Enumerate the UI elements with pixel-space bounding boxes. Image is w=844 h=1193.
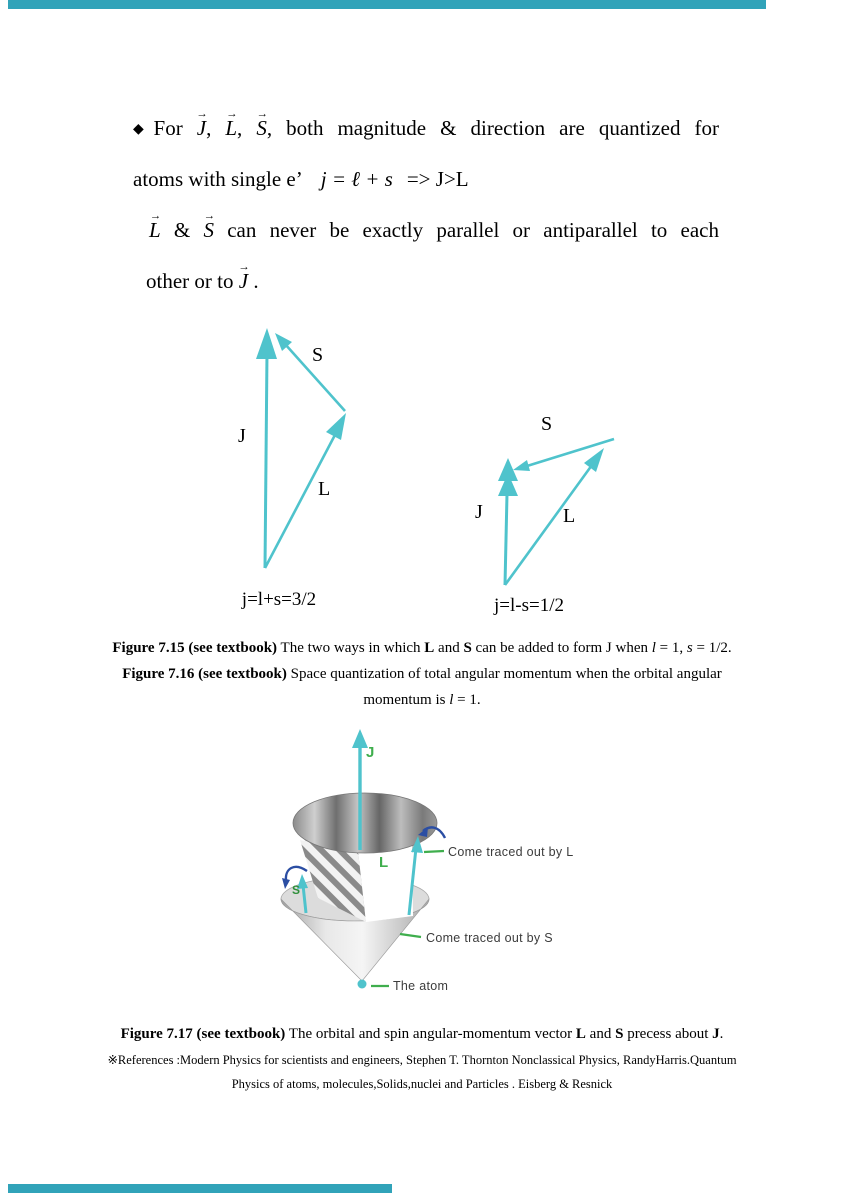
vector-L: L → bbox=[225, 116, 237, 141]
right-diagram-label-j: J bbox=[475, 501, 483, 523]
formula-j-equals-l-plus-s: j = ℓ + s bbox=[320, 167, 393, 191]
text: L bbox=[424, 640, 435, 656]
left-diagram-label-l: L bbox=[318, 478, 331, 500]
cone-figure bbox=[281, 729, 445, 989]
left-vector-diagram bbox=[256, 328, 346, 568]
annotation-the-atom: The atom bbox=[393, 979, 449, 993]
leader-line-cone-l bbox=[424, 851, 444, 852]
text: S bbox=[615, 1026, 624, 1042]
text: momentum is bbox=[363, 692, 450, 708]
caption-lead: Figure 7.15 (see textbook) bbox=[112, 640, 278, 656]
s-precession-curl bbox=[286, 867, 307, 880]
figure-7-16-caption-line2 bbox=[0, 692, 844, 709]
vector-S: S → bbox=[203, 218, 214, 243]
text: and bbox=[585, 1026, 616, 1042]
text: & bbox=[160, 218, 204, 242]
text: precess about bbox=[623, 1026, 713, 1042]
vector-S: S → bbox=[256, 116, 267, 141]
vector-j-line bbox=[265, 352, 267, 568]
diamond-bullet: ◆ bbox=[133, 122, 153, 137]
figure-7-17-caption bbox=[0, 1026, 844, 1043]
vector-l-arrowhead bbox=[326, 413, 346, 440]
left-diagram-caption: j=l+s=3/2 bbox=[241, 589, 317, 610]
cone-label-l: L bbox=[379, 854, 389, 871]
vector-j-arrowhead bbox=[256, 328, 277, 359]
left-diagram-label-j: J bbox=[238, 425, 246, 447]
annotation-cone-traced-by-l: Come traced out by L bbox=[448, 845, 574, 859]
atom-dot bbox=[358, 980, 367, 989]
cone-label-j: J bbox=[366, 744, 375, 761]
right-diagram-label-l: L bbox=[563, 505, 576, 527]
text: , bbox=[237, 116, 257, 140]
figure-7-16-caption-line1 bbox=[0, 666, 844, 683]
text: = 1. bbox=[453, 692, 481, 708]
text: For bbox=[153, 116, 197, 140]
vector-J: J → bbox=[197, 116, 206, 141]
caption-lead: Figure 7.17 (see textbook) bbox=[120, 1026, 286, 1042]
right-diagram-caption: j=l-s=1/2 bbox=[494, 595, 564, 616]
s-precession-curl-arrowhead bbox=[282, 878, 290, 889]
text: S bbox=[463, 640, 472, 656]
figure-7-15-caption bbox=[0, 640, 844, 657]
cone-label-s: S bbox=[292, 883, 301, 897]
text: both magnitude & direction are quantized for bbox=[286, 116, 719, 140]
text: . bbox=[248, 269, 259, 293]
text: The orbital and spin angular-momentum vector bbox=[285, 1026, 576, 1042]
text: . bbox=[719, 1026, 724, 1042]
text: can never be exactly parallel or antiparallel to each bbox=[213, 218, 719, 242]
references-line-2: Physics of atoms, molecules,Solids,nuclei and Particles . Eisberg & Resnick bbox=[231, 1077, 613, 1091]
text: can be added to form J when bbox=[471, 640, 652, 656]
right-diagram-label-s: S bbox=[541, 413, 553, 435]
text: other or to bbox=[146, 269, 239, 293]
text: J bbox=[712, 1026, 720, 1042]
vector-J: J → bbox=[239, 269, 248, 294]
text: l bbox=[449, 692, 454, 708]
vector-l-line bbox=[505, 465, 592, 585]
text: , bbox=[266, 116, 287, 140]
text: l bbox=[651, 640, 656, 656]
text: L bbox=[575, 1026, 586, 1042]
annotation-cone-traced-by-s: Come traced out by S bbox=[426, 931, 553, 945]
text: = 1/2. bbox=[692, 640, 732, 656]
left-diagram-label-s: S bbox=[312, 344, 324, 366]
vector-L: L → bbox=[149, 218, 161, 243]
text: => J>L bbox=[406, 167, 469, 191]
vector-s-arrowhead bbox=[513, 460, 530, 471]
text: Space quantization of total angular momentum when the orbital angular bbox=[286, 666, 722, 682]
leader-line-cone-s bbox=[400, 934, 421, 937]
caption-lead: Figure 7.16 (see textbook) bbox=[122, 666, 287, 682]
references-line-1: ※References :Modern Physics for scientists and engineers, Stephen T. Thornton Nonclassical Physics, RandyHarris.Quantum bbox=[107, 1053, 737, 1067]
right-vector-diagram bbox=[498, 439, 614, 585]
vector-l-arrowhead bbox=[584, 448, 604, 472]
text: s bbox=[686, 640, 693, 656]
text: atoms with single e’ bbox=[133, 167, 303, 191]
text: and bbox=[434, 640, 464, 656]
text: = 1, bbox=[655, 640, 687, 656]
text: The two ways in which bbox=[277, 640, 425, 656]
text: , bbox=[206, 116, 226, 140]
vector-j-line bbox=[505, 494, 507, 585]
